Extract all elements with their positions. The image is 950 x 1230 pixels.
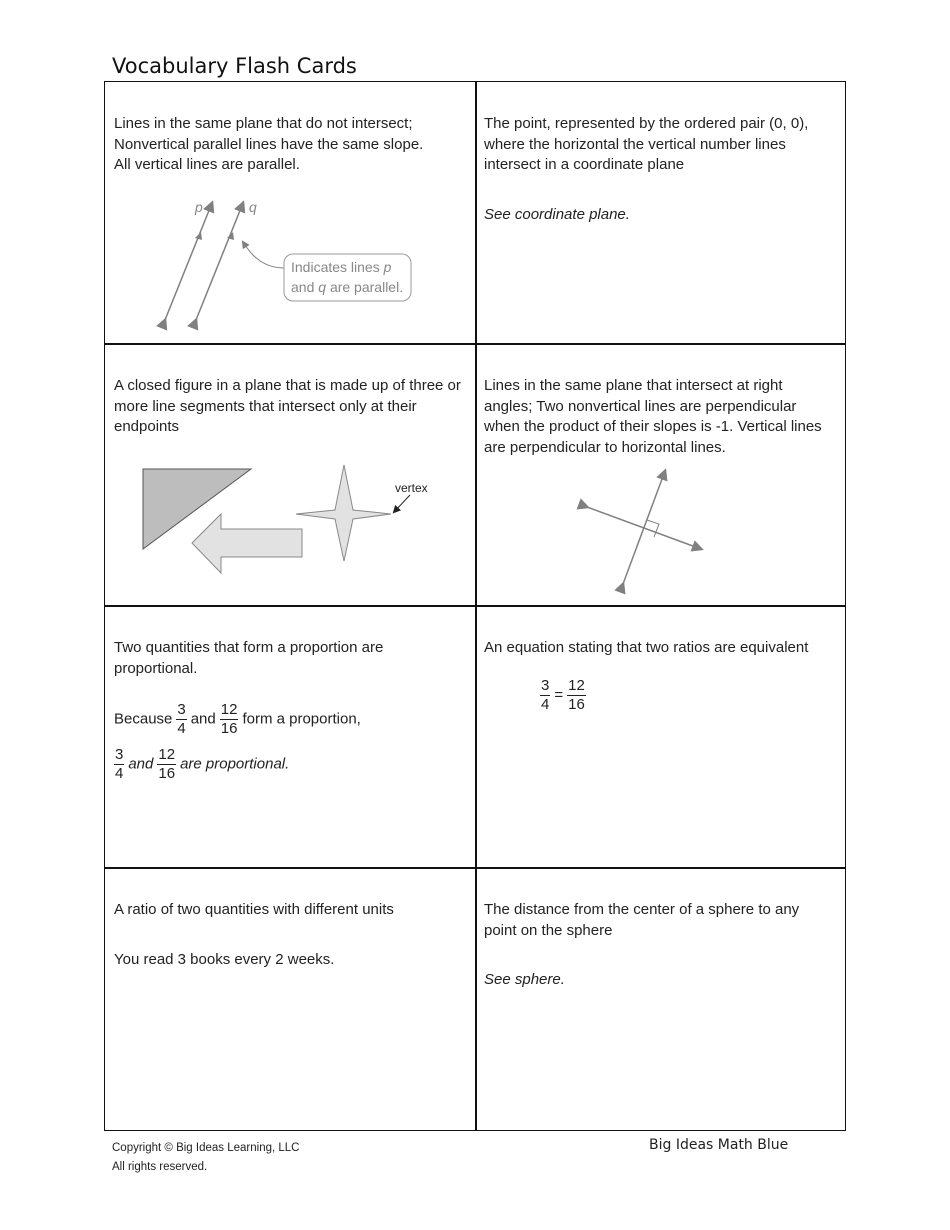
vertex-label: vertex <box>395 481 428 495</box>
polygon-diagram <box>105 344 475 606</box>
fraction-numerator: 12 <box>220 701 238 718</box>
equals-sign: = <box>554 685 564 703</box>
definition-text: A ratio of two quantities with different units <box>114 901 394 918</box>
label-p: p <box>195 199 203 215</box>
example-text: form a proportion, <box>242 710 361 728</box>
example-text: are proportional. <box>180 755 290 773</box>
definition-line: Nonvertical parallel lines have the same slope. <box>114 135 424 153</box>
card-proportional <box>105 606 475 868</box>
callout-arrow <box>243 242 285 268</box>
example-line <box>110 746 465 783</box>
fraction-denominator: 4 <box>541 695 550 713</box>
page-title: Vocabulary Flash Cards <box>112 54 357 78</box>
fraction-denominator: 16 <box>158 765 176 782</box>
callout-text-line2: and q are parallel. <box>291 279 404 295</box>
example-text: Because <box>114 710 173 728</box>
definition-text: Lines in the same plane that intersect at right angles; Two nonvertical lines are perpendicular when the product of their slopes is -1. Vertical lines are perpendicular to horizontal lines. <box>484 377 822 456</box>
callout-text-line1: Indicates lines p <box>291 259 392 275</box>
example-line <box>114 701 465 738</box>
card-rate <box>105 868 475 1130</box>
fraction-numerator: 3 <box>541 676 550 694</box>
definition-text: The distance from the center of a sphere to any point on the sphere <box>484 901 800 939</box>
vertex-pointer <box>394 495 410 512</box>
definition-line: All vertical lines are parallel. <box>114 156 300 173</box>
perpendicular-lines-diagram <box>475 344 845 606</box>
fraction-numerator: 12 <box>568 676 585 694</box>
card-origin <box>475 82 845 344</box>
fraction-numerator: 3 <box>115 746 124 763</box>
card-definition <box>484 900 835 991</box>
example-text: You read 3 books every 2 weeks. <box>114 950 335 968</box>
fraction-denominator: 16 <box>220 720 238 737</box>
definition-text: A closed figure in a plane that is made up of three or more line segments that intersect only at their endpoints <box>114 377 461 435</box>
card-perpendicular-lines <box>475 344 845 606</box>
rights-text: All rights reserved. <box>112 1161 208 1173</box>
parallel-lines-diagram <box>105 82 475 344</box>
fraction-denominator: 16 <box>568 695 585 713</box>
footer-brand: Big Ideas Math Blue <box>649 1137 789 1153</box>
right-angle-mark <box>647 520 659 537</box>
card-polygon <box>105 344 475 606</box>
fraction-denominator: 4 <box>177 720 186 737</box>
fraction-numerator: 12 <box>158 746 176 763</box>
card-definition <box>484 114 835 225</box>
line-b <box>623 471 665 584</box>
example-text: and <box>128 755 154 773</box>
label-q: q <box>249 199 257 215</box>
fraction-numerator: 3 <box>177 701 186 718</box>
card-proportion <box>475 606 845 868</box>
fraction <box>114 746 124 783</box>
definition-text: The point, represented by the ordered pair (0, 0), where the horizontal the vertical number lines intersect in a coordinate plane <box>484 115 809 173</box>
card-definition <box>114 900 465 970</box>
fraction <box>540 677 550 714</box>
arrow-shape <box>192 514 302 573</box>
fraction <box>567 677 586 714</box>
parallel-mark-p <box>195 232 202 240</box>
definition-line: Lines in the same plane that do not intersect; <box>114 115 413 132</box>
line-p <box>165 203 212 320</box>
fraction <box>220 701 239 738</box>
footer-copyright <box>112 1139 299 1177</box>
star-shape <box>296 465 391 561</box>
card-definition <box>114 638 465 783</box>
definition-text: An equation stating that two ratios are equivalent <box>484 639 809 656</box>
see-reference: See coordinate plane. <box>484 205 630 223</box>
card-radius <box>475 868 845 1130</box>
card-definition <box>484 638 835 714</box>
fraction-denominator: 4 <box>115 765 124 782</box>
see-reference: See sphere. <box>484 971 565 988</box>
line-q <box>196 203 243 320</box>
definition-text: Two quantities that form a proportion are proportional. <box>114 639 384 677</box>
equation <box>536 677 835 714</box>
card-parallel-lines <box>105 82 475 344</box>
fraction <box>157 746 176 783</box>
flash-card-grid <box>104 81 846 1131</box>
example-text: and <box>190 710 216 728</box>
copyright-text: Copyright © Big Ideas Learning, LLC <box>112 1142 300 1154</box>
fraction <box>176 701 186 738</box>
